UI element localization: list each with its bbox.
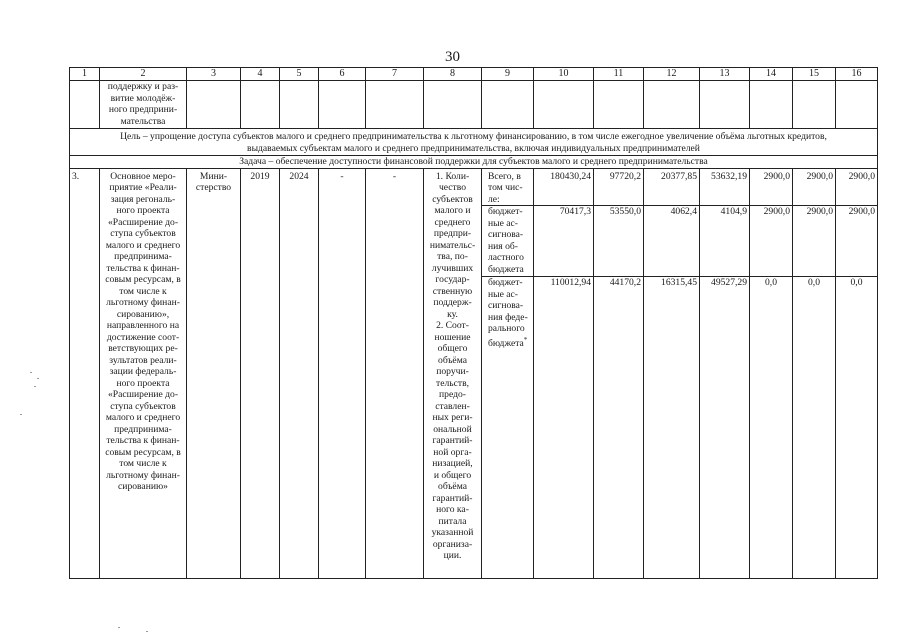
scan-speck xyxy=(118,627,120,628)
funding-value: 4062,4 xyxy=(644,206,700,277)
start-year: 2019 xyxy=(241,168,280,579)
continuation-row xyxy=(70,81,878,129)
funding-value: 4104,9 xyxy=(700,206,750,277)
col7-value: - xyxy=(366,168,424,579)
col6-value: - xyxy=(319,168,366,579)
col-header: 10 xyxy=(534,68,594,81)
funding-value: 97720,2 xyxy=(594,168,644,206)
col-header: 8 xyxy=(424,68,482,81)
scan-speck xyxy=(20,414,22,415)
scan-speck xyxy=(34,386,36,387)
col-header: 14 xyxy=(750,68,793,81)
event-description: Основное меро- приятие «Реали- зация регональ- ного проекта «Расширение до- ступа субъектов малого и среднего предпринима- тельства к финан- совым ресурсам, в том числе к льготному финан- сированию», направленного на достижение соот- ветствующих ре- зультатов реали- зации федераль- ного проекта «Расширение до- ступа субъектов малого и среднего предпринима- тельства к финан- совым ресурсам, в том числе к льготному финан- сированию» xyxy=(105,170,181,492)
col-header: 16 xyxy=(836,68,878,81)
funding-value: 0,0 xyxy=(836,277,878,579)
footnote-mark: * xyxy=(523,335,528,344)
funding-value: 20377,85 xyxy=(644,168,700,206)
funding-value: 2900,0 xyxy=(793,206,836,277)
funding-value: 2900,0 xyxy=(793,168,836,206)
funding-value: 49527,29 xyxy=(700,277,750,579)
indicators: 1. Коли- чество субъектов малого и среднего предпри- нимательс- тва, по- лучивших государ- ственную поддерж- ку. 2. Соот- ношение общего объёма поручи- тельств, предо- ставлен- ных реги- ональной гарантий- ной орга- низацией, и общего объёма гарантий- ного ка- питала указанной организа- ции. xyxy=(429,170,476,561)
scan-speck xyxy=(30,372,32,373)
col-header: 9 xyxy=(482,68,534,81)
col-header: 5 xyxy=(280,68,319,81)
funding-value: 53550,0 xyxy=(594,206,644,277)
funding-source: бюджет- ные ас- сигнова- ния феде- рального бюджета xyxy=(488,277,528,349)
executor: Мини- стерство xyxy=(195,170,232,193)
col-header: 11 xyxy=(594,68,644,81)
goal-row xyxy=(70,129,878,156)
column-number-row xyxy=(70,68,878,81)
task-row xyxy=(70,156,878,169)
funding-source: бюджет- ные ас- сигнова- ния об- ластного бюджета xyxy=(488,206,524,275)
table-row xyxy=(70,168,878,206)
funding-value: 16315,45 xyxy=(644,277,700,579)
budget-table xyxy=(69,67,878,579)
col-header: 15 xyxy=(793,68,836,81)
col-header: 13 xyxy=(700,68,750,81)
task-text: Задача – обеспечение доступности финансовой поддержки для субъектов малого и среднего предпринимательства xyxy=(70,156,878,169)
funding-value: 2900,0 xyxy=(750,206,793,277)
funding-source-wrap xyxy=(484,277,531,349)
funding-value: 2900,0 xyxy=(750,168,793,206)
col-header: 2 xyxy=(100,68,187,81)
scan-speck xyxy=(37,378,39,379)
col-header: 1 xyxy=(70,68,100,81)
goal-text: Цель – упрощение доступа субъектов малого и среднего предпринимательства к льготному финансированию, в том числе ежегодное увеличение объёма льготных кредитов, выдаваемых субъектам малого и среднего предпринимательства, включая индивидуальных предпринимателей xyxy=(70,129,878,156)
page-number: 30 xyxy=(445,49,460,65)
continuation-event-text: поддержку и раз- витие молодёж- ного предприни- мательства xyxy=(107,81,179,127)
col-header: 4 xyxy=(241,68,280,81)
funding-value: 180430,24 xyxy=(534,168,594,206)
funding-value: 0,0 xyxy=(793,277,836,579)
funding-source: Всего, в том чис- ле: xyxy=(488,170,523,205)
col-header: 6 xyxy=(319,68,366,81)
scan-speck xyxy=(146,631,148,632)
funding-value: 0,0 xyxy=(750,277,793,579)
funding-value: 44170,2 xyxy=(594,277,644,579)
row-number: 3. xyxy=(70,168,100,579)
funding-value: 2900,0 xyxy=(836,168,878,206)
end-year: 2024 xyxy=(280,168,319,579)
funding-value: 2900,0 xyxy=(836,206,878,277)
col-header: 7 xyxy=(366,68,424,81)
funding-value: 110012,94 xyxy=(534,277,594,579)
col-header: 12 xyxy=(644,68,700,81)
col-header: 3 xyxy=(187,68,241,81)
funding-value: 70417,3 xyxy=(534,206,594,277)
funding-value: 53632,19 xyxy=(700,168,750,206)
